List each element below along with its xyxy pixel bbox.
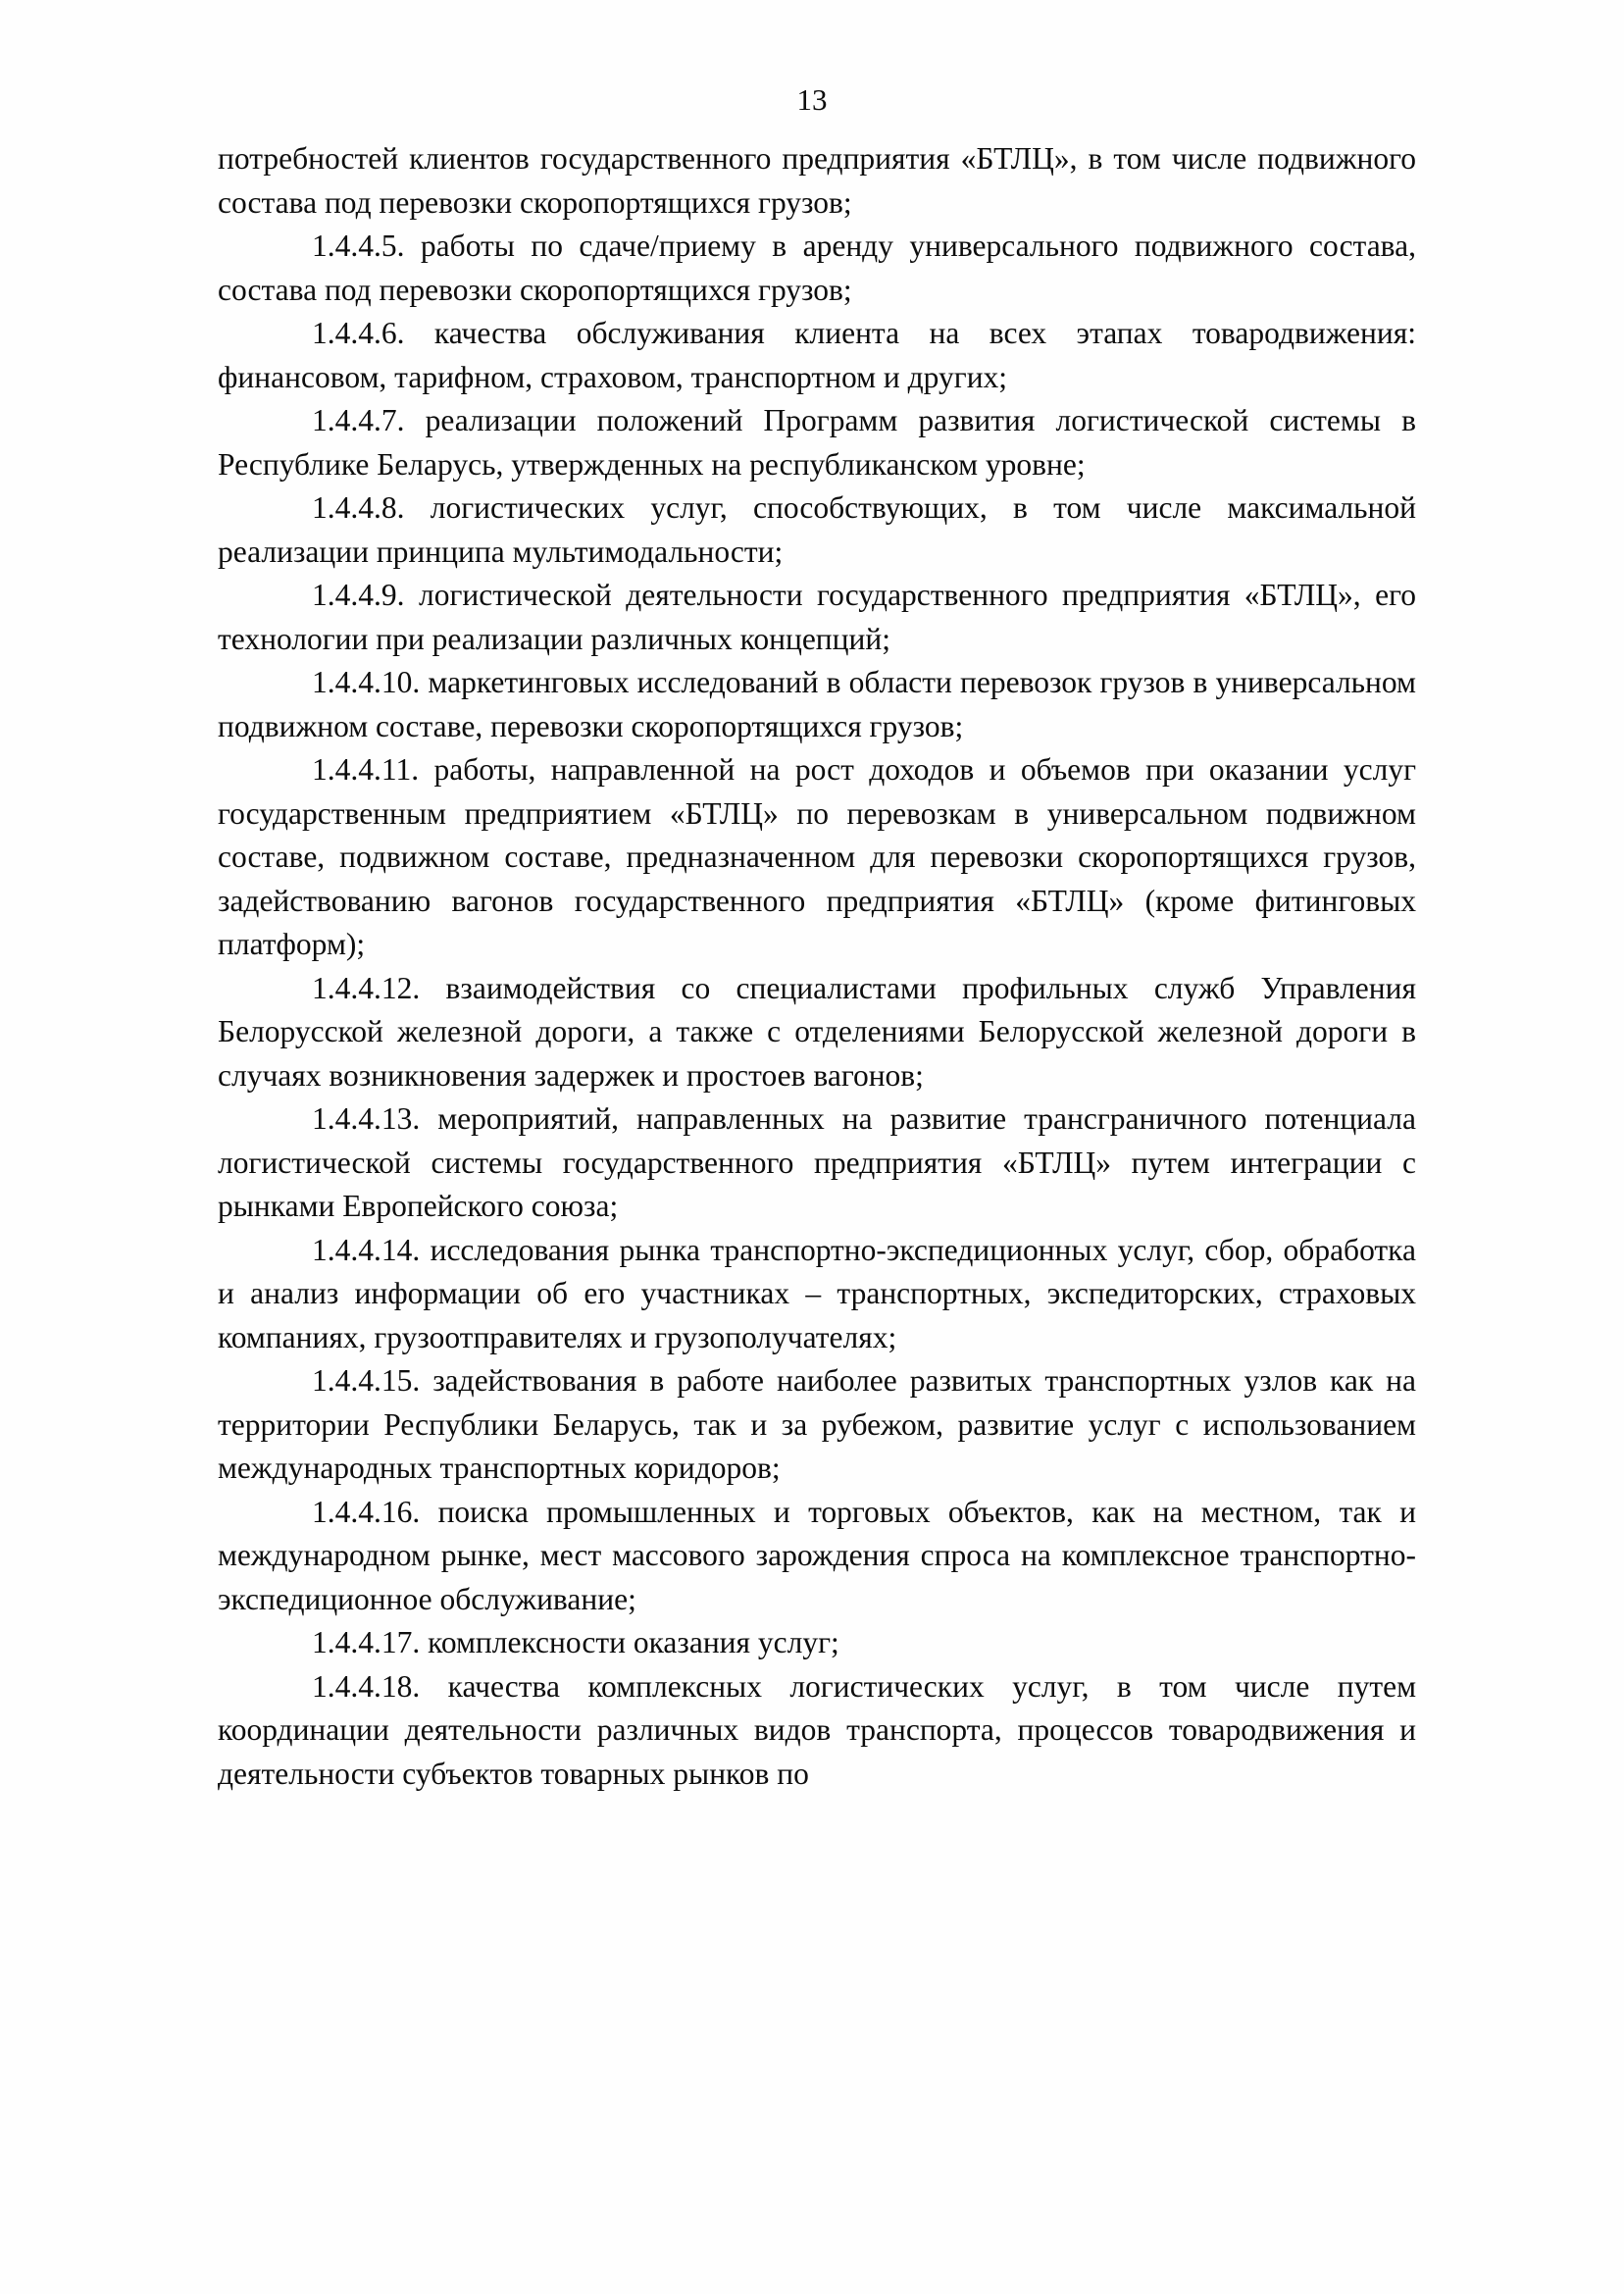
paragraph-1-4-4-13: 1.4.4.13. мероприятий, направленных на развитие трансграничного потенциала логистической системы государственного предприятия «БТЛЦ» путем интеграции с рынками Европейского союза; (218, 1101, 1416, 1223)
paragraph-1-4-4-7: 1.4.4.7. реализации положений Программ развития логистической системы в Республике Беларусь, утвержденных на республиканском уровне; (218, 403, 1416, 482)
paragraph-continuation: потребностей клиентов государственного предприятия «БТЛЦ», в том числе подвижного состава под перевозки скоропортящихся грузов; (218, 141, 1416, 220)
document-body (218, 137, 1416, 1796)
paragraph-1-4-4-8: 1.4.4.8. логистических услуг, способствующих, в том числе максимальной реализации принципа мультимодальности; (218, 490, 1416, 569)
paragraph-1-4-4-16: 1.4.4.16. поиска промышленных и торговых объектов, как на местном, так и международном рынке, мест массового зарождения спроса на комплексное транспортно-экспедиционное обслуживание; (218, 1494, 1416, 1616)
paragraph-1-4-4-10: 1.4.4.10. маркетинговых исследований в области перевозок грузов в универсальном подвижном составе, перевозки скоропортящихся грузов; (218, 665, 1416, 743)
paragraph-1-4-4-12: 1.4.4.12. взаимодействия со специалистами профильных служб Управления Белорусской железной дороги, а также с отделениями Белорусской железной дороги в случаях возникновения задержек и простоев вагонов; (218, 970, 1416, 1093)
paragraph-1-4-4-5: 1.4.4.5. работы по сдаче/приему в аренду универсального подвижного состава, состава под перевозки скоропортящихся грузов; (218, 229, 1416, 307)
paragraph-1-4-4-11: 1.4.4.11. работы, направленной на рост доходов и объемов при оказании услуг государственным предприятием «БТЛЦ» по перевозкам в универсальном подвижном составе, подвижном составе, предназначенном для перевозки скоропортящихся грузов, задействованию вагонов государственного предприятия «БТЛЦ» (кроме фитинговых платформ); (218, 752, 1416, 961)
paragraph-1-4-4-15: 1.4.4.15. задействования в работе наиболее развитых транспортных узлов как на территории Республики Беларусь, так и за рубежом, развитие услуг с использованием международных транспортных коридоров; (218, 1363, 1416, 1485)
paragraph-1-4-4-18: 1.4.4.18. качества комплексных логистических услуг, в том числе путем координации деятельности различных видов транспорта, процессов товародвижения и деятельности субъектов товарных рынков по (218, 1668, 1416, 1791)
paragraph-1-4-4-6: 1.4.4.6. качества обслуживания клиента на всех этапах товародвижения: финансовом, тарифном, страховом, транспортном и других; (218, 316, 1416, 394)
paragraph-1-4-4-14: 1.4.4.14. исследования рынка транспортно-экспедиционных услуг, сбор, обработка и анализ информации об его участниках – транспортных, экспедиторских, страховых компаниях, грузоотправителях и грузополучателях; (218, 1232, 1416, 1354)
paragraph-1-4-4-17: 1.4.4.17. комплексности оказания услуг; (312, 1625, 839, 1659)
paragraph-1-4-4-9: 1.4.4.9. логистической деятельности государственного предприятия «БТЛЦ», его технологии при реализации различных концепций; (218, 578, 1416, 656)
page-number: 13 (796, 82, 828, 117)
